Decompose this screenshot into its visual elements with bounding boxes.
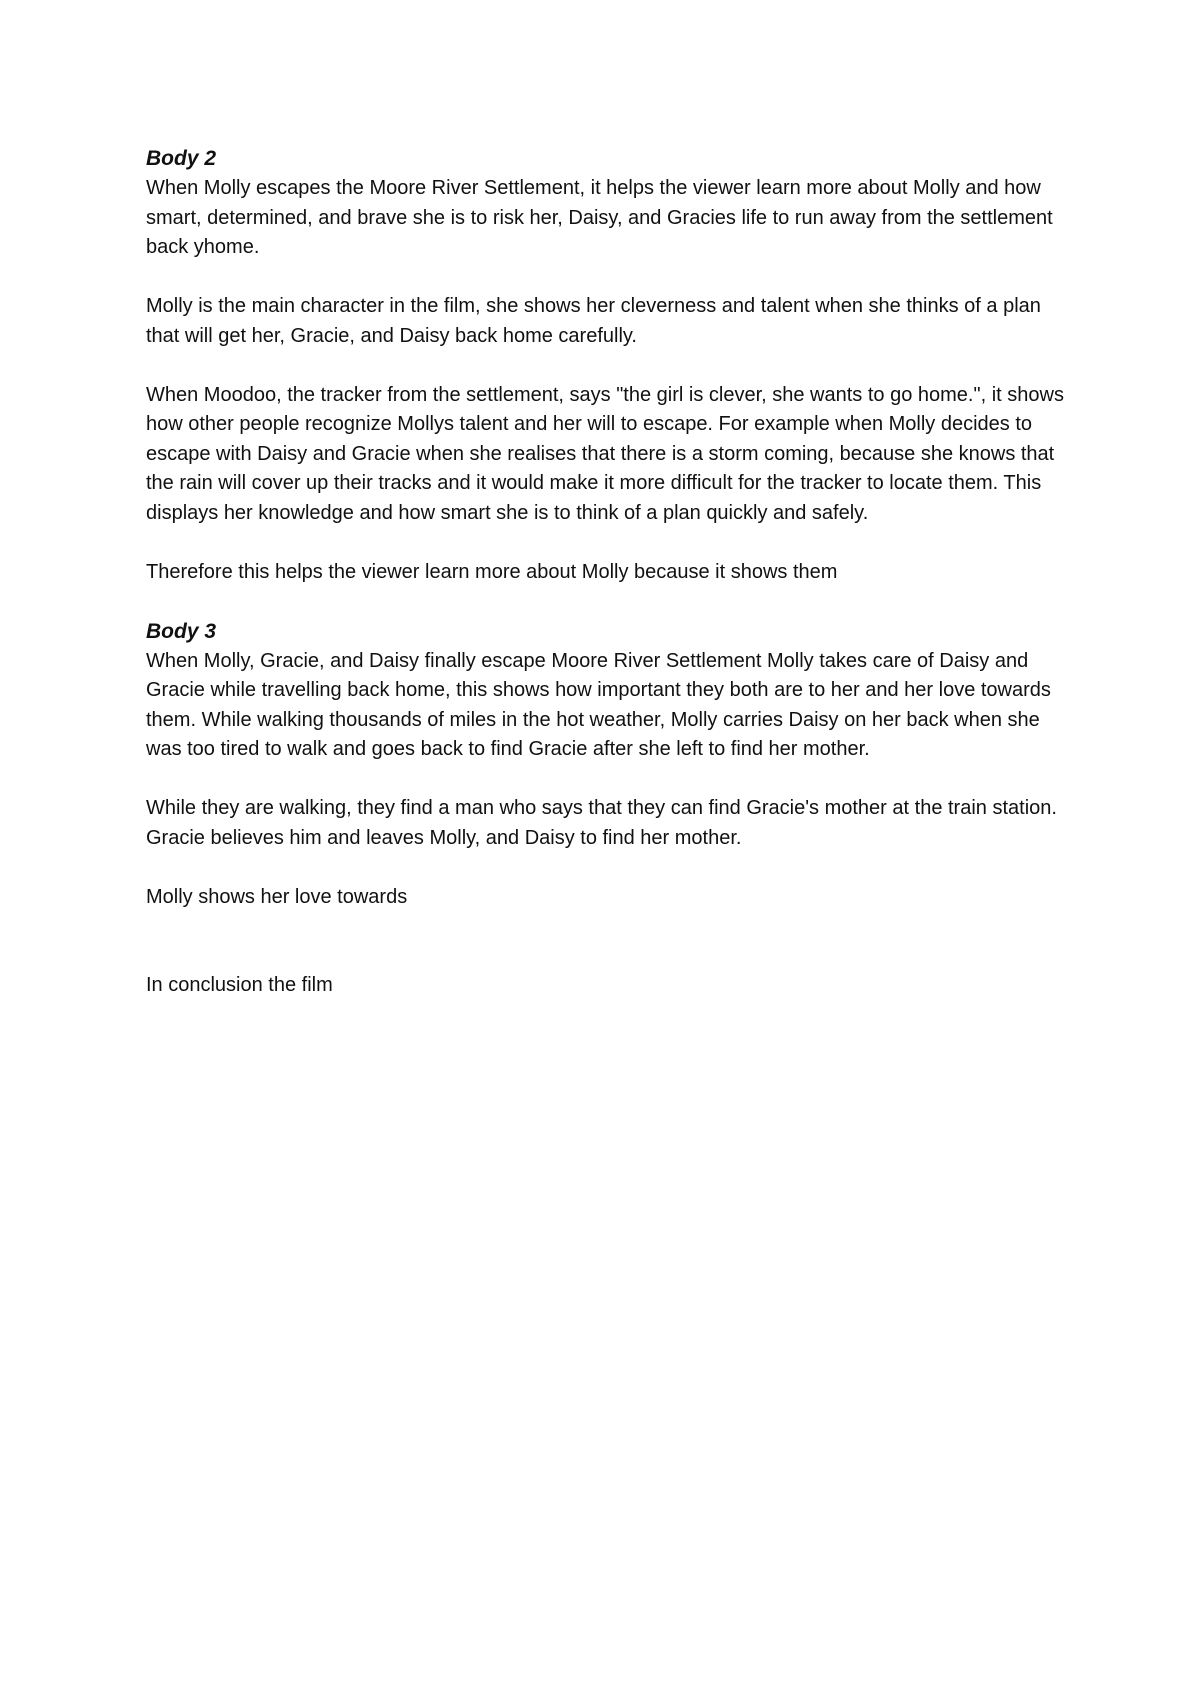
paragraph: When Molly escapes the Moore River Settlement, it helps the viewer learn more about Molly and how smart, determined, and brave she is to risk her, Daisy, and Gracies life to run away from the settlement back yhome.	[146, 177, 1053, 258]
paragraph: When Moodoo, the tracker from the settlement, says "the girl is clever, she wants to go home.", it shows how other people recognize Mollys talent and her will to escape. For example when Molly decides to escape with Daisy and Gracie when she realises that there is a storm coming, because she knows that the rain will cover up their tracks and it would make it more difficult for the tracker to locate them. This displays her knowledge and how smart she is to think of a plan quickly and safely.	[146, 383, 1064, 524]
document-content	[146, 144, 1066, 1030]
paragraph: In conclusion the film	[146, 974, 333, 996]
paragraph: Therefore this helps the viewer learn more about Molly because it shows them	[146, 560, 838, 583]
section-heading-body-3: Body 3	[146, 619, 217, 643]
paragraph: Molly shows her love towards	[146, 885, 408, 908]
section-heading-body-2: Body 2	[146, 147, 217, 170]
paragraph: Molly is the main character in the film, she shows her cleverness and talent when she thinks of a plan that will get her, Gracie, and Daisy back home carefully.	[146, 295, 1041, 347]
paragraph: While they are walking, they find a man who says that they can find Gracie's mother at the train station. Gracie believes him and leaves Molly, and Daisy to find her mother.	[146, 797, 1057, 849]
paragraph: When Molly, Gracie, and Daisy finally escape Moore River Settlement Molly takes care of Daisy and Gracie while travelling back home, this shows how important they both are to her and her love towards them. While walking thousands of miles in the hot weather, Molly carries Daisy on her back when she was too tired to walk and goes back to find Gracie after she left to find her mother.	[146, 649, 1051, 760]
